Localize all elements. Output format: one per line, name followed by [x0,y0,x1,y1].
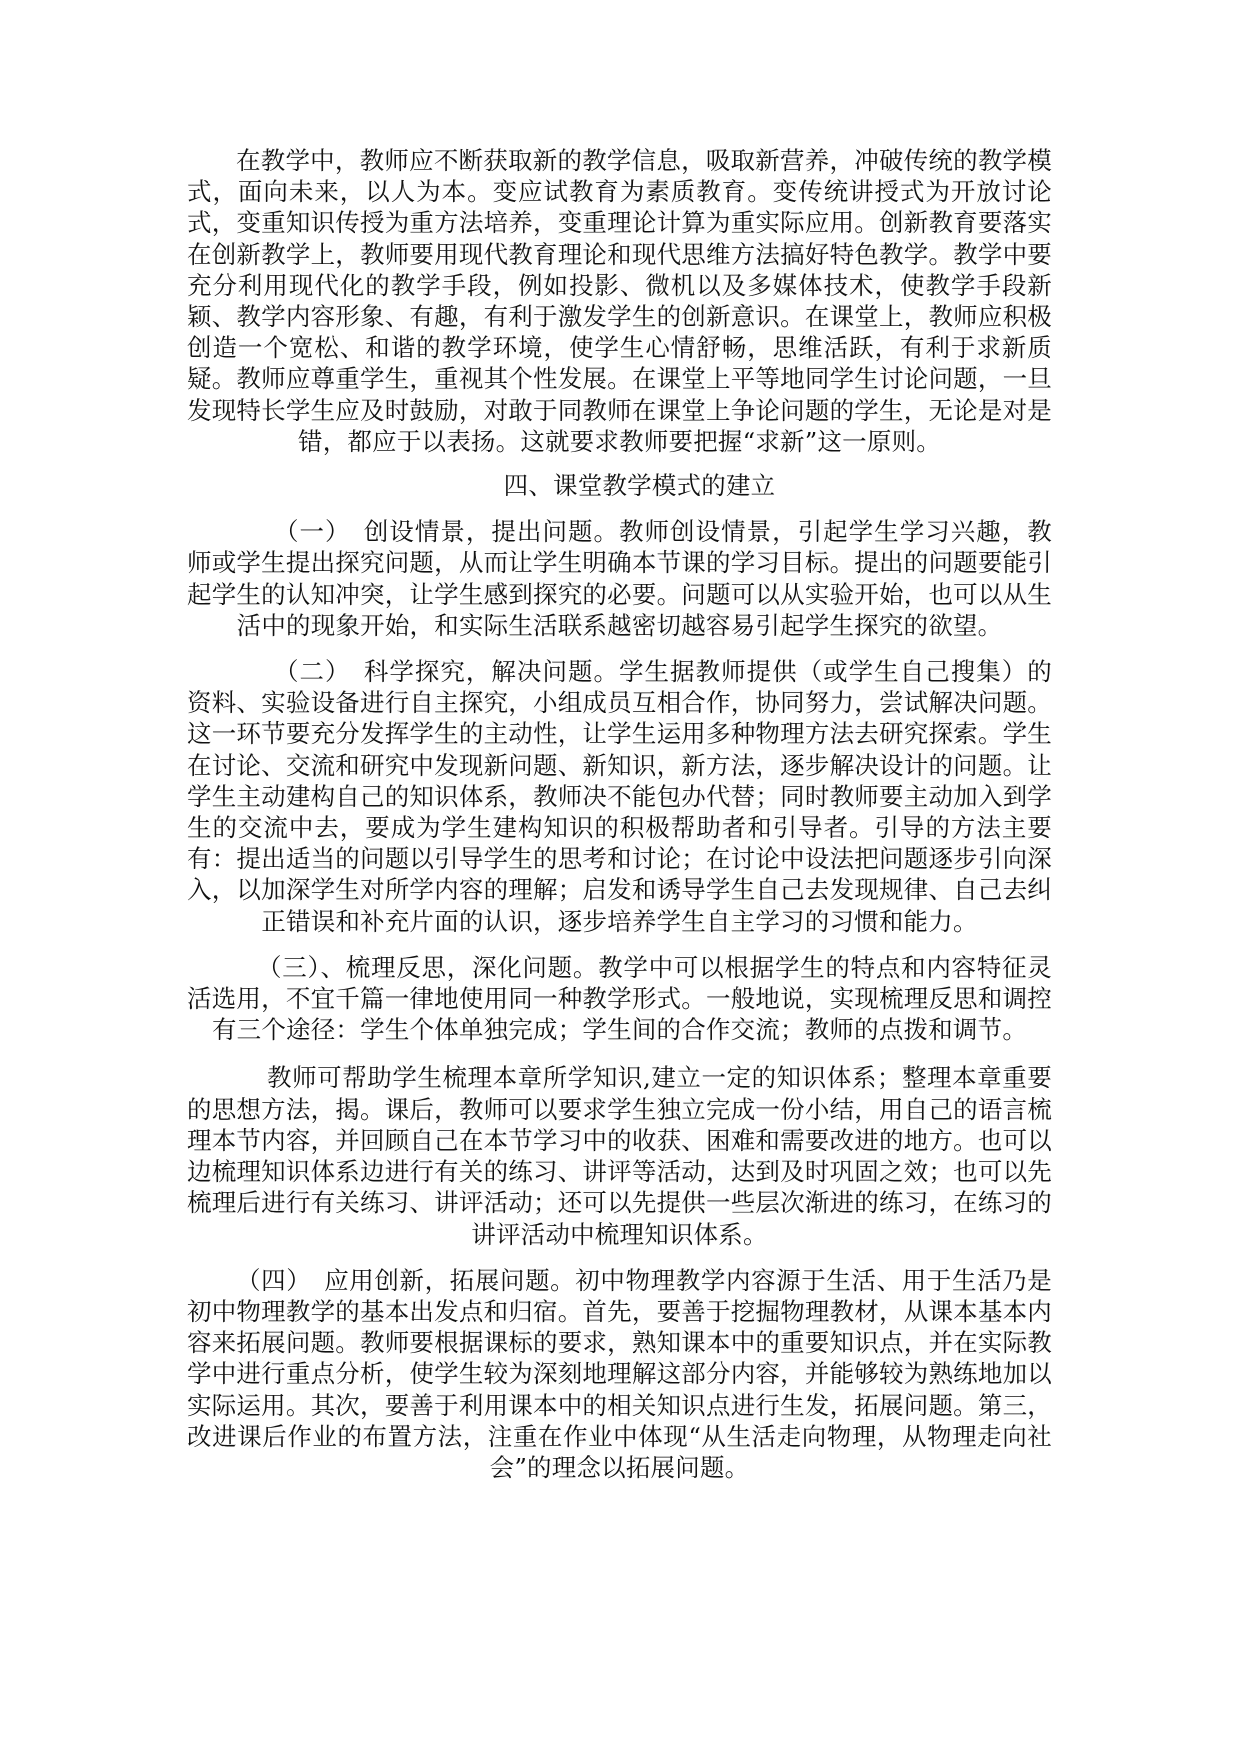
paragraph-step-4: （四） 应用创新，拓展问题。初中物理教学内容源于生活、用于生活乃是初中物理教学的基本出发点和归宿。首先，要善于挖掘物理教材，从课本基本内容来拓展问题。教师要根据课标的要求，熟知课本中的重要知识点，并在实际教学中进行重点分析，使学生较为深刻地理解这部分内容，并能够较为熟练地加以实际运用。其次，要善于利用课本中的相关知识点进行生发，拓展问题。第三，改进课后作业的布置方法，注重在作业中体现“从生活走向物理，从物理走向社会”的理念以拓展问题。 [187,1265,1052,1482]
document-body [187,145,1052,1483]
paragraph-step-2: （二） 科学探究，解决问题。学生据教师提供（或学生自己搜集）的资料、实验设备进行自主探究，小组成员互相合作，协同努力，尝试解决问题。这一环节要充分发挥学生的主动性，让学生运用多种物理方法去研究探索。学生在讨论、交流和研究中发现新问题、新知识，新方法，逐步解决设计的问题。让学生主动建构自己的知识体系，教师决不能包办代替；同时教师要主动加入到学生的交流中去，要成为学生建构知识的积极帮助者和引导者。引导的方法主要有：提出适当的问题以引导学生的思考和讨论；在讨论中设法把问题逐步引向深入，以加深学生对所学内容的理解；启发和诱导学生自己去发现规律、自己去纠正错误和补充片面的认识，逐步培养学生自主学习的习惯和能力。 [187,657,1052,936]
section-heading: 四、课堂教学模式的建立 [503,471,776,501]
paragraph-step-1: （一） 创设情景，提出问题。教师创设情景，引起学生学习兴趣，教师或学生提出探究问题，从而让学生明确本节课的学习目标。提出的问题要能引起学生的认知冲突，让学生感到探究的必要。问题可以从实验开始，也可以从生活中的现象开始，和实际生活联系越密切越容易引起学生探究的欲望。 [187,517,1052,640]
paragraph-step-3-detail: 教师可帮助学生梳理本章所学知识,建立一定的知识体系；整理本章重要的思想方法，揭。课后，教师可以要求学生独立完成一份小结，用自己的语言梳理本节内容，并回顾自己在本节学习中的收获、困难和需要改进的地方。也可以边梳理知识体系边进行有关的练习、讲评等活动，达到及时巩固之效；也可以先梳理后进行有关练习、讲评活动；还可以先提供一些层次渐进的练习，在练习的讲评活动中梳理知识体系。 [187,1063,1052,1249]
paragraph-step-3: （三）、梳理反思，深化问题。教学中可以根据学生的特点和内容特征灵活选用，不宜千篇一律地使用同一种教学形式。一般地说，实现梳理反思和调控有三个途径：学生个体单独完成；学生间的合作交流；教师的点拨和调节。 [187,952,1052,1045]
paragraph-innovation-teaching: 在教学中，教师应不断获取新的教学信息，吸取新营养，冲破传统的教学模式，面向未来，以人为本。变应试教育为素质教育。变传统讲授式为开放讨论式，变重知识传授为重方法培养，变重理论计算为重实际应用。创新教育要落实在创新教学上，教师要用现代教育理论和现代思维方法搞好特色教学。教学中要充分利用现代化的教学手段，例如投影、微机以及多媒体技术，使教学手段新颖、教学内容形象、有趣，有利于激发学生的创新意识。在课堂上，教师应积极创造一个宽松、和谐的教学环境，使学生心情舒畅，思维活跃，有利于求新质疑。教师应尊重学生，重视其个性发展。在课堂上平等地同学生讨论问题，一旦发现特长学生应及时鼓励，对敢于同教师在课堂上争论问题的学生，无论是对是错，都应于以表扬。这就要求教师要把握“求新”这一原则。 [187,146,1052,456]
